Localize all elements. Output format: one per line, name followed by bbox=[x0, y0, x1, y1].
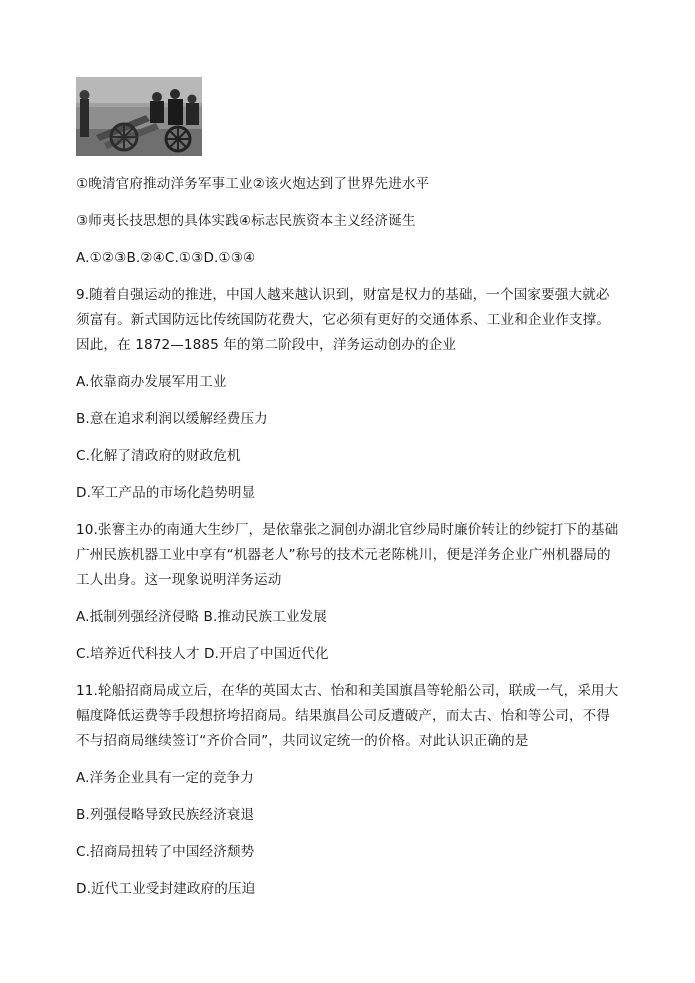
cannon-photo bbox=[76, 77, 202, 156]
q11-option-d: D.近代工业受封建政府的压迫 bbox=[76, 881, 256, 897]
q11-stem-line-2: 幅度降低运费等手段想挤垮招商局。结果旗昌公司反遭破产，而太古、怡和等公司，不得 bbox=[76, 708, 611, 724]
q11-option-b: B.列强侵略导致民族经济衰退 bbox=[76, 807, 255, 823]
q8-statements-line-2: ③师夷长技思想的具体实践④标志民族资本主义经济诞生 bbox=[76, 213, 416, 229]
q11-stem-line-3: 不与招商局继续签订“齐价合同”，共同议定统一的价格。对此认识正确的是 bbox=[76, 733, 529, 749]
q9-option-c: C.化解了清政府的财政危机 bbox=[76, 448, 241, 464]
q8-statements-line-1: ①晚清官府推动洋务军事工业②该火炮达到了世界先进水平 bbox=[76, 176, 430, 192]
cannon-photo-icon bbox=[76, 77, 202, 156]
q9-option-b: B.意在追求利润以缓解经费压力 bbox=[76, 411, 268, 427]
q9-stem-line-1: 9.随着自强运动的推进，中国人越来越认识到，财富是权力的基础，一个国家要强大就必 bbox=[76, 287, 610, 303]
q10-options-line-1: A.抵制列强经济侵略 B.推动民族工业发展 bbox=[76, 609, 327, 625]
q9-stem-line-3: 因此，在 1872—1885 年的第二阶段中，洋务运动创办的企业 bbox=[76, 337, 457, 353]
q11-stem-line-1: 11.轮船招商局成立后，在华的英国太古、怡和和美国旗昌等轮船公司，联成一气，采用大 bbox=[76, 683, 619, 699]
q10-stem-line-3: 工人出身。这一现象说明洋务运动 bbox=[76, 572, 282, 588]
q11-option-c: C.招商局扭转了中国经济颓势 bbox=[76, 844, 255, 860]
q9-option-a: A.依靠商办发展军用工业 bbox=[76, 374, 227, 390]
q11-option-a: A.洋务企业具有一定的竞争力 bbox=[76, 770, 254, 786]
q10-options-line-2: C.培养近代科技人才 D.开启了中国近代化 bbox=[76, 646, 329, 662]
q9-stem-line-2: 须富有。新式国防远比传统国防花费大，它必须有更好的交通体系、工业和企业作支撑。 bbox=[76, 312, 611, 328]
q10-stem-line-1: 10.张謇主办的南通大生纱厂，是依靠张之洞创办湖北官纱局时廉价转让的纱锭打下的基础 bbox=[76, 522, 619, 538]
q9-option-d: D.军工产品的市场化趋势明显 bbox=[76, 485, 256, 501]
q8-options: A.①②③B.②④C.①③D.①③④ bbox=[76, 250, 256, 266]
q10-stem-line-2: 广州民族机器工业中享有“机器老人”称号的技术元老陈桃川，便是洋务企业广州机器局的 bbox=[76, 547, 611, 563]
